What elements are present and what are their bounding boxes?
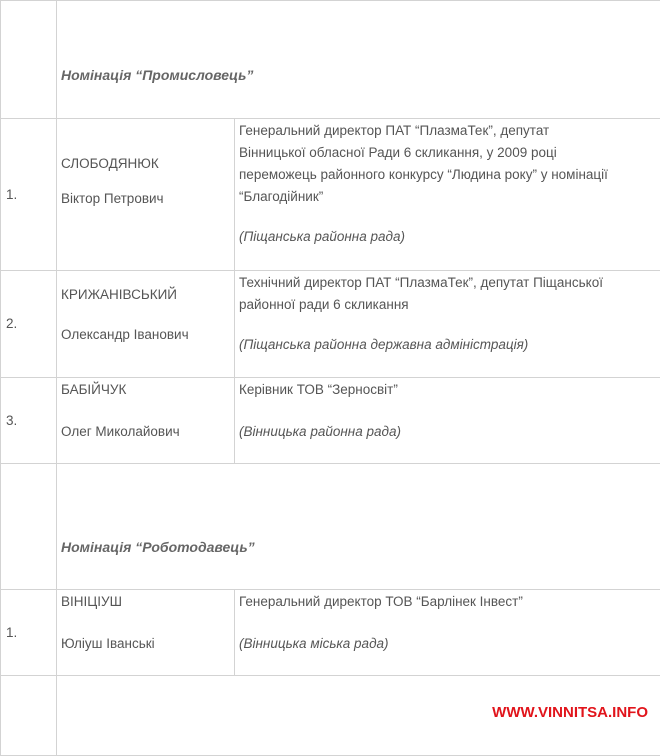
table-row xyxy=(1,590,660,676)
nomination-title: Номінація “Промисловець” xyxy=(61,67,253,83)
person-cell xyxy=(57,590,235,676)
person-surname: КРИЖАНІВСЬКИЙ xyxy=(61,284,234,306)
nomination-heading-cell xyxy=(57,1,660,119)
table-row xyxy=(1,378,660,464)
person-cell xyxy=(57,271,235,378)
nomination-title: Номінація “Роботодавець” xyxy=(61,539,255,555)
row-number: 1. xyxy=(1,590,57,676)
description-line: переможець районного конкурсу “Людина року” у номінації xyxy=(239,164,658,186)
heading-empty-cell xyxy=(1,464,57,590)
description-cell xyxy=(235,119,660,271)
description-cell xyxy=(235,590,660,676)
description-line: “Благодійник” xyxy=(239,186,658,208)
row-number: 2. xyxy=(1,271,57,378)
description-line: Генеральний директор ТОВ “Барлінек Інвест” xyxy=(239,591,658,613)
nominating-organization: (Вінницька районна рада) xyxy=(239,421,658,443)
description-line: Керівник ТОВ “Зерносвіт” xyxy=(239,379,658,401)
description-cell xyxy=(235,271,660,378)
person-cell xyxy=(57,378,235,464)
table-row xyxy=(1,119,660,271)
table-row xyxy=(1,271,660,378)
person-cell xyxy=(57,119,235,271)
row-number: 3. xyxy=(1,378,57,464)
site-watermark: WWW.VINNITSA.INFO xyxy=(490,703,650,722)
heading-empty-cell xyxy=(1,1,57,119)
description-line: Технічний директор ПАТ “ПлазмаТек”, депутат Піщанської xyxy=(239,272,658,294)
person-given-names: Юліуш Іванські xyxy=(61,633,234,655)
nomination-heading-row xyxy=(1,1,660,119)
person-given-names: Олександр Іванович xyxy=(61,324,234,346)
person-surname: БАБІЙЧУК xyxy=(61,379,234,401)
nominating-organization: (Вінницька міська рада) xyxy=(239,633,658,655)
description-line: районної ради 6 скликання xyxy=(239,294,658,316)
empty-cell xyxy=(1,676,57,756)
nominating-organization: (Піщанська районна рада) xyxy=(239,226,658,248)
nominating-organization: (Піщанська районна державна адміністрація) xyxy=(239,334,658,356)
person-surname: СЛОБОДЯНЮК xyxy=(61,153,234,175)
description-cell xyxy=(235,378,660,464)
row-number: 1. xyxy=(1,119,57,271)
description-line: Вінницької обласної Ради 6 скликання, у 2009 році xyxy=(239,142,658,164)
person-given-names: Олег Миколайович xyxy=(61,421,234,443)
description-line: Генеральний директор ПАТ “ПлазмаТек”, депутат xyxy=(239,120,658,142)
person-given-names: Віктор Петрович xyxy=(61,188,234,210)
person-surname: ВІНІЦІУШ xyxy=(61,591,234,613)
nomination-heading-cell xyxy=(57,464,660,590)
nomination-heading-row xyxy=(1,464,660,590)
